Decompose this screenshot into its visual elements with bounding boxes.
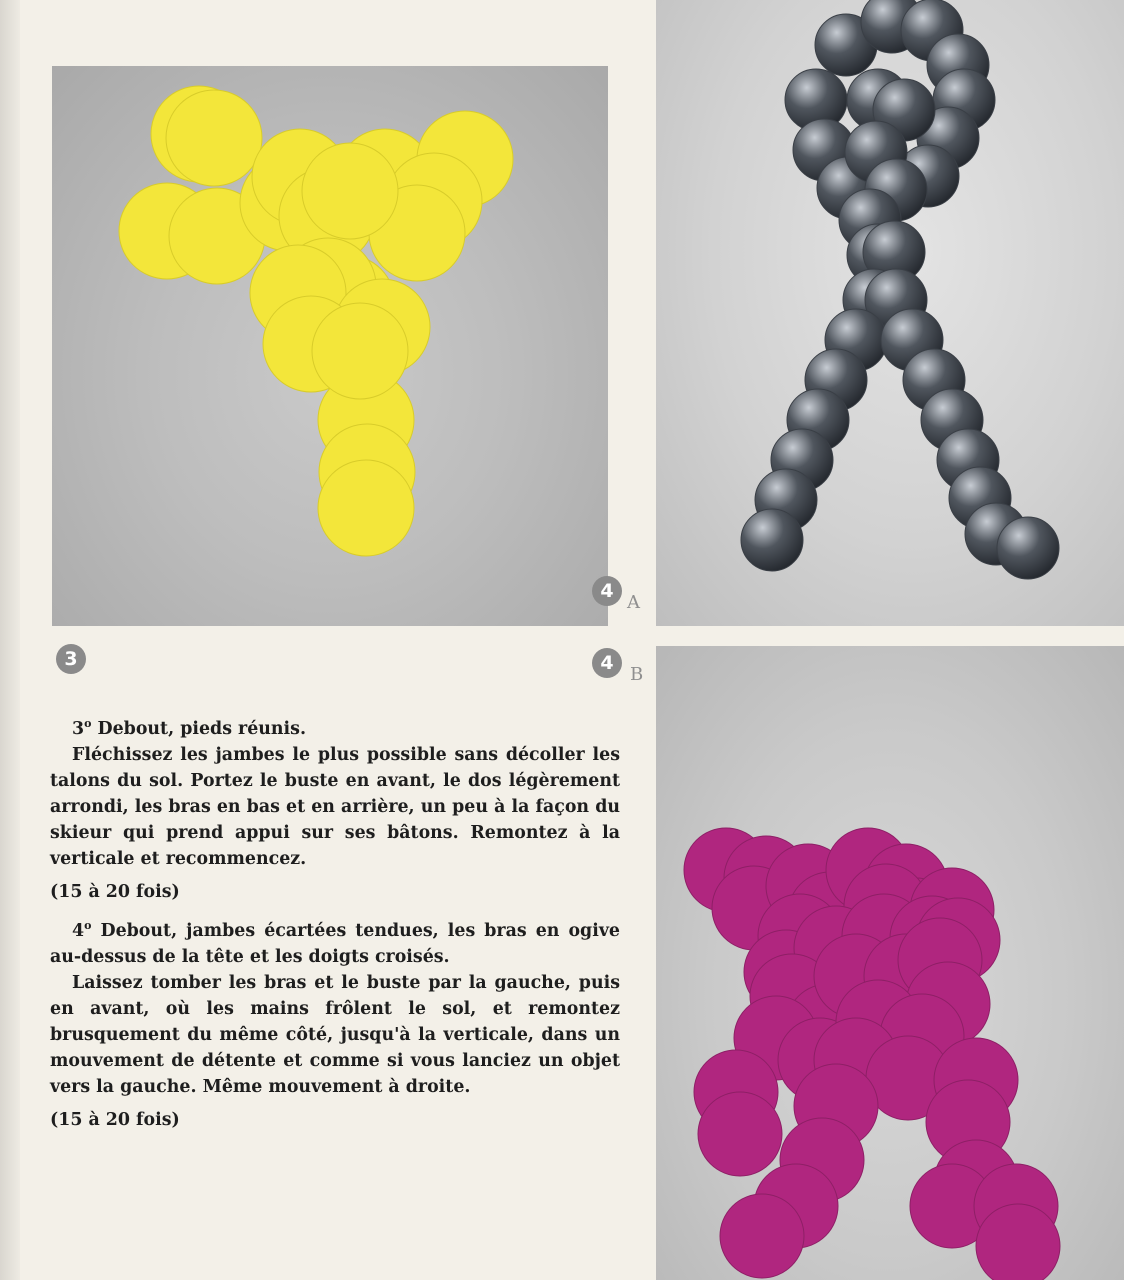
- figure-3-number-badge: 3: [56, 644, 86, 674]
- figure-4a-number-badge: 4: [592, 576, 622, 606]
- disc: [302, 143, 398, 239]
- yellow-disc-figure: [52, 66, 608, 626]
- exercise-4-number: 4: [72, 920, 85, 941]
- silver-disc-figure: [656, 0, 1124, 626]
- disc: [720, 1194, 804, 1278]
- figure-4b-photo: [656, 646, 1124, 1280]
- figure-4a-photo: [656, 0, 1124, 626]
- page-binding-edge: [0, 0, 20, 1280]
- exercise-4-ordinal: o: [84, 919, 92, 932]
- disc: [318, 460, 414, 556]
- disc: [997, 517, 1059, 579]
- figure-4b-number-badge: 4: [592, 648, 622, 678]
- disc: [698, 1092, 782, 1176]
- disc: [741, 509, 803, 571]
- figure-4b-letter: B: [630, 664, 644, 685]
- exercise-3-number: 3: [72, 718, 85, 739]
- figure-3-photo: [52, 66, 608, 626]
- exercise-3-repetitions: (15 à 20 fois): [50, 881, 180, 902]
- disc: [976, 1204, 1060, 1280]
- exercise-4-intro: [50, 913, 620, 970]
- exercise-3-ordinal: o: [84, 717, 92, 730]
- disc: [312, 303, 408, 399]
- figure-4a-letter: A: [627, 592, 640, 613]
- exercise-3-text: [50, 711, 620, 905]
- exercise-4-text: [50, 913, 620, 1133]
- disc: [166, 90, 262, 186]
- exercise-3-body: Fléchissez les jambes le plus possible sans décoller les talons du sol. Portez le buste en avant, le dos légèrement arrondi, les bras en bas et en arrière, un peu à la façon du skieur qui prend appui sur ses bâtons. Remontez à la verticale et recommencez.: [50, 744, 620, 869]
- exercise-4-repetitions: (15 à 20 fois): [50, 1109, 180, 1130]
- exercise-4-body: Laissez tomber les bras et le buste par la gauche, puis en avant, où les mains frôlent le sol, et remontez brusquement du même côté, jusqu'à la verticale, dans un mouvement de détente et comme si vous lanciez un objet vers la gauche. Même mouvement à droite.: [50, 972, 620, 1097]
- exercise-3-title-text: Debout, pieds réunis.: [91, 718, 306, 739]
- exercise-3-title: [50, 711, 620, 742]
- exercise-4-intro-text: Debout, jambes écartées tendues, les bras en ogive au-dessus de la tête et les doigts croisés.: [50, 920, 620, 967]
- magenta-disc-figure: [656, 646, 1124, 1280]
